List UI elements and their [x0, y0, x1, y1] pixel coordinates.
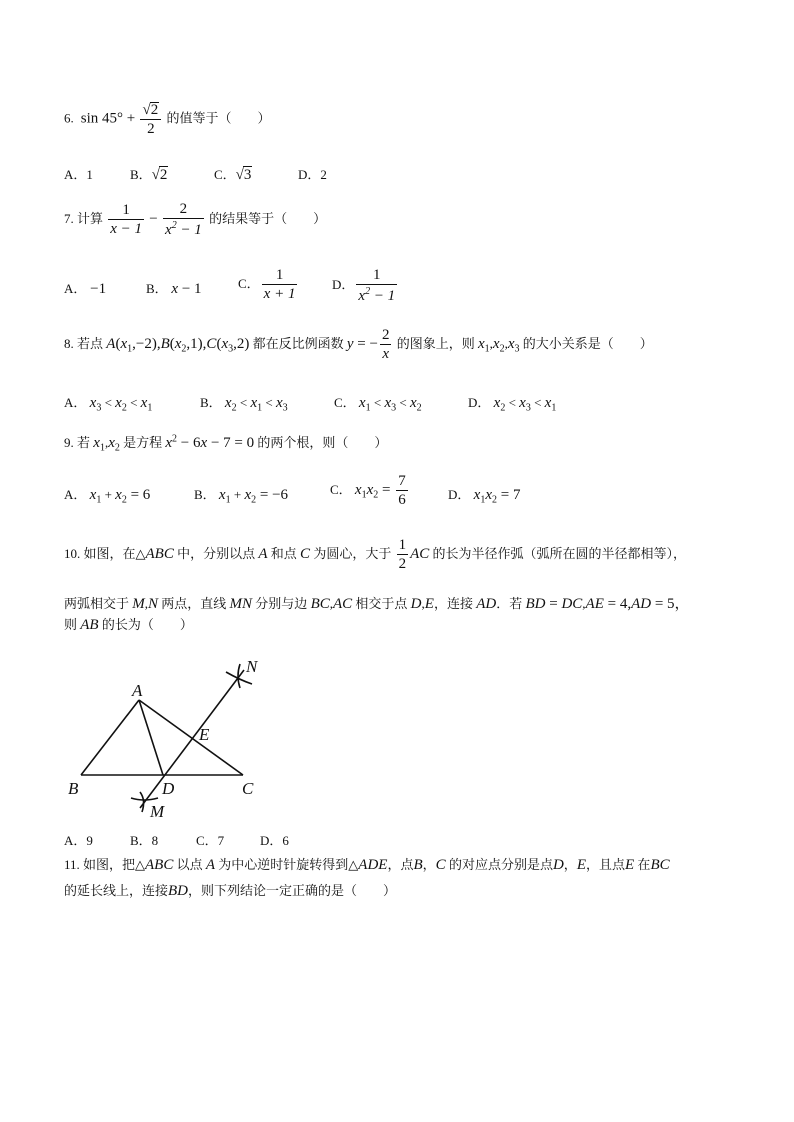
arc-n-2 — [238, 664, 240, 688]
question-number: 8. 若点 — [64, 335, 104, 351]
option-c: C． $x_1 < x_3 < x_2$ — [334, 395, 422, 414]
option-a: A． $x_1 + x_2 = 6$ — [64, 487, 151, 506]
option-a: A． $x_3 < x_2 < x_1$ — [64, 395, 153, 414]
question-11-line-2: 的延长线上，连接BD，则下列结论一定正确的是（ ） — [64, 883, 397, 899]
question-stem: 的结果等于（ ） — [209, 210, 327, 226]
label-m: M — [150, 802, 165, 821]
question-6: 6. sin 45° + $\frac{√2}{2}$ 的值等于（ ） — [64, 102, 271, 137]
option-c: C．√3 — [214, 167, 252, 183]
question-number: 7. 计算 — [64, 210, 104, 226]
segment-ac — [139, 700, 243, 775]
label-e: E — [199, 725, 210, 744]
question-9: 9. 若 $x_1,x_2$ 是方程 $x^2 - 6x - 7 = 0$ 的两个根，则（ ） — [64, 433, 388, 454]
option-b: B．√2 — [130, 167, 168, 183]
option-d: D． $x_2 < x_3 < x_1$ — [468, 395, 557, 414]
label-b: B — [68, 779, 79, 798]
question-10-line-1: 10. 如图，在△ABC 中，分别以点 A 和点 C 为圆心，大于 $\frac{1}{2}$ AC 的长为半径作弧（弧所在圆的半径都相等）， — [64, 537, 687, 572]
segment-ab — [81, 700, 139, 775]
option-d: D． $\frac{1}{x^2 - 1}$ — [332, 267, 396, 304]
option-c: C． $\frac{1}{x + 1}$ — [238, 267, 296, 302]
option-a: A． −1 — [64, 281, 107, 297]
question-stem: 的值等于（ ） — [166, 110, 271, 126]
option-b: B．8 — [130, 833, 159, 848]
question-7: 7. 计算 $\frac{1}{x - 1}$ − $\frac{2}{x^2 - 1}$ 的结果等于（ ） — [64, 201, 327, 238]
option-c: C．7 — [196, 833, 225, 848]
question-10-line-2: 两弧相交于 M,N 两点，直线 MN 分别与边 BC,AC 相交于点 D,E，连接 AD．若 BD = DC,AE = 4,AD = 5， — [64, 596, 690, 612]
option-d: D． $x_1x_2 = 7$ — [448, 487, 521, 506]
option-d: D．6 — [260, 833, 289, 848]
label-d: D — [162, 779, 175, 798]
option-a: A．1 — [64, 167, 93, 182]
arc-n-1 — [226, 672, 252, 684]
fraction: $\frac{√2}{2}$ — [140, 102, 161, 137]
question-11-line-1: 11. 如图，把△ABC 以点 A 为中心逆时针旋转得到△ADE，点B，C 的对应点分别是点D，E，且点E 在BC — [64, 857, 670, 873]
question-number: 9. 若 — [64, 435, 91, 450]
question-number: 6. — [64, 110, 74, 126]
label-a: A — [132, 681, 143, 700]
segment-ad — [139, 700, 163, 775]
option-a: A．9 — [64, 833, 93, 848]
line-mn — [140, 670, 244, 808]
question-10-line-3: 则 AB 的长为（ ） — [64, 617, 193, 633]
question-8: 8. 若点 $A(x_1,-2),B(x_2,1),C(x_3,2)$ 都在反比例函数 y = − $\frac{2}{x}$ 的图象上，则 $x_1,x_2,x_3$ 的大小关系是（ ） — [64, 327, 653, 362]
option-c: C． $x_1x_2$ = $\frac{7}{6}$ — [330, 473, 406, 508]
option-b: B． x − 1 — [146, 281, 202, 297]
option-d: D．2 — [298, 167, 327, 182]
option-b: B． $x_2 < x_1 < x_3$ — [200, 395, 288, 414]
label-n: N — [246, 657, 258, 676]
arc-m-1 — [131, 798, 158, 800]
option-b: B． $x_1 + x_2 = -6$ — [194, 487, 289, 506]
label-c: C — [242, 779, 254, 798]
arc-m-2 — [140, 792, 144, 812]
